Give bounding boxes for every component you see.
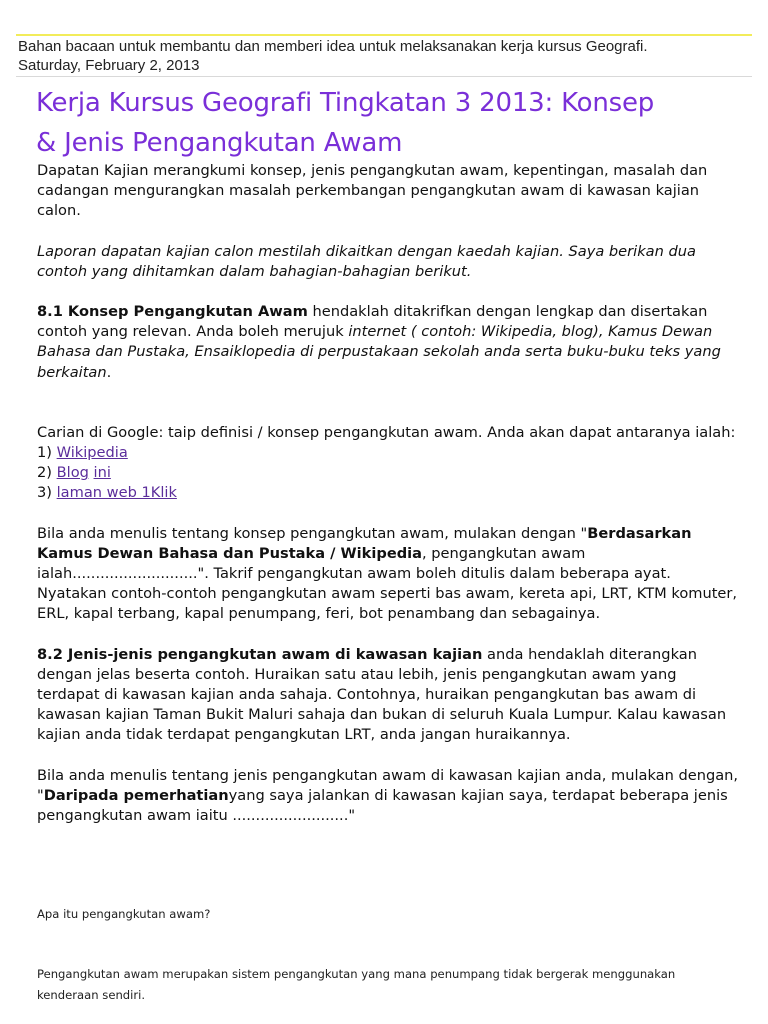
answer-text: Pengangkutan awam merupakan sistem pengangkutan yang mana penumpang tidak bergerak menggunakan kenderaan sendiri. [37, 967, 676, 1002]
post-date: Saturday, February 2, 2013 [18, 57, 200, 74]
header-accent-line [16, 34, 752, 36]
post-title-line2: & Jenis Pengangkutan Awam [36, 128, 403, 158]
1klik-link[interactable]: laman web 1Klik [56, 484, 177, 502]
post-title [36, 83, 736, 163]
concept-bold-phrase: Berdasarkan Kamus Dewan Bahasa dan Pustaka / Wikipedia [37, 524, 692, 562]
list-number: 3) [37, 484, 57, 502]
section-8-2-text: anda hendaklah diterangkan dengan jelas beserta contoh. Huraikan satu atau lebih, jenis pengangkutan awam yang terdapat di kawasan kajian anda sahaja. Contohnya, huraikan pengangkutan bas awam di kawasan kajian Taman Bukit Maluri sahaja dan bukan di seluruh Kuala Lumpur. Kalau kawasan kajian anda tidak terdapat pengangkutan LRT, anda jangan huraikannya. [37, 645, 727, 744]
post-title-line1: Kerja Kursus Geografi Tingkatan 3 2013: Konsep [36, 88, 655, 118]
intro-paragraph: Dapatan Kajian merangkumi konsep, jenis pengangkutan awam, kepentingan, masalah dan cadangan mengurangkan masalah perkembangan pengangkutan awam di kawasan kajian calon. [37, 162, 708, 220]
post-body [37, 161, 742, 826]
concept-text-rest: , pengangkutan awam ialah...........................". Takrif pengangkutan awam boleh ditulis dalam beberapa ayat. Nyatakan contoh-contoh pengangkutan awam seperti bas awam, kereta api, LRT, KTM komuter, ERL, kapal terbang, kapal penumpang, feri, bot penambang dan sebagainya. [37, 544, 738, 623]
blog-header [18, 37, 758, 75]
section-8-1-end: . [106, 363, 112, 381]
concept-paragraph [37, 524, 742, 625]
list-number: 2) [37, 464, 57, 482]
section-8-1-heading: 8.1 Konsep Pengangkutan Awam [37, 303, 308, 321]
types-text-rest: yang saya jalankan di kawasan kajian saya, terdapat beberapa jenis pengangkutan awam iaitu ........................." [37, 786, 728, 825]
section-8-1 [37, 302, 742, 383]
link-list-item [37, 443, 742, 463]
link-list-item [37, 483, 742, 503]
types-text-start: Bila anda menulis tentang jenis pengangkutan awam di kawasan kajian anda, mulakan dengan, " [37, 766, 739, 804]
google-search-paragraph: Carian di Google: taip definisi / konsep pengangkutan awam. Anda akan dapat antaranya ialah: [37, 423, 736, 441]
question-text: Apa itu pengangkutan awam? [37, 907, 211, 921]
types-paragraph [37, 766, 742, 827]
wikipedia-link[interactable]: Wikipedia [56, 444, 128, 462]
list-number: 1) [37, 444, 57, 462]
link-list-item [37, 463, 742, 483]
italic-note-text: Laporan dapatan kajian calon mestilah dikaitkan dengan kaedah kajian. Saya berikan dua contoh yang dihitamkan dalam bahagian-bahagian berikut. [37, 242, 696, 280]
section-8-2-heading: 8.2 Jenis-jenis pengangkutan awam di kawasan kajian [37, 645, 483, 663]
section-8-1-text: hendaklah ditakrifkan dengan lengkap dan disertakan contoh yang relevan. Anda boleh merujuk [37, 303, 708, 341]
section-8-2 [37, 645, 742, 746]
blog-link[interactable]: Blog [56, 464, 89, 482]
blog-ini-link[interactable]: ini [93, 464, 111, 482]
italic-note [37, 242, 742, 282]
section-8-1-references: internet ( contoh: Wikipedia, blog), Kamus Dewan Bahasa dan Pustaka, Ensaiklopedia di perpustakaan sekolah anda serta buku-buku teks yang berkaitan [37, 323, 721, 381]
concept-text-start: Bila anda menulis tentang konsep pengangkutan awam, mulakan dengan " [37, 524, 588, 542]
header-divider [16, 76, 752, 77]
types-bold-phrase: Daripada pemerhatian [43, 786, 229, 804]
blog-description: Bahan bacaan untuk membantu dan memberi idea untuk melaksanakan kerja kursus Geografi. [18, 38, 648, 55]
